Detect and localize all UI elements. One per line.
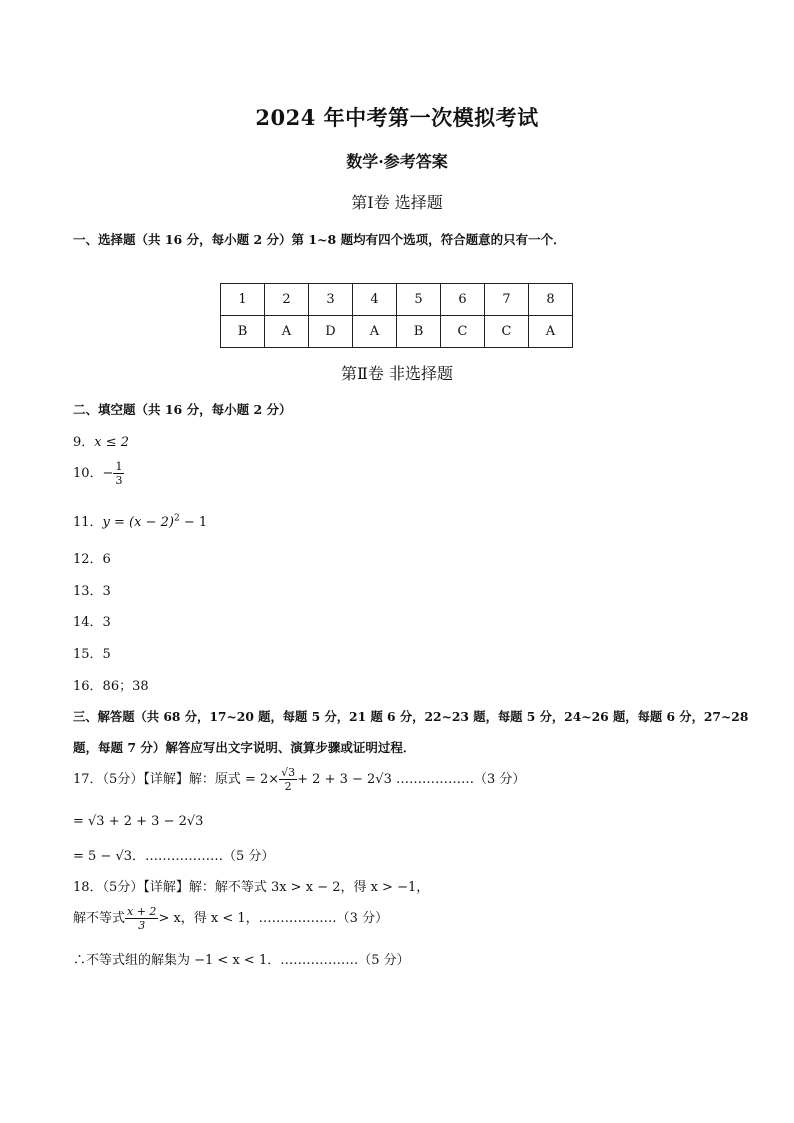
answer-q15: 15．5 [73,647,111,662]
answer-text: x ≤ 2 [94,435,130,450]
fraction-denominator: 3 [138,919,146,932]
q17-tail: + 2 + 3 − 2√3 ………………（3 分） [297,772,526,787]
table-cell: 1 [221,284,265,316]
question-number: 10． [73,466,103,481]
q17-line2: = √3 + 2 + 3 − 2√3 [73,814,204,829]
answer-q14: 14．3 [73,615,111,630]
table-cell: B [221,316,265,348]
minus-sign: − [102,466,114,481]
fraction-denominator: 2 [284,780,292,793]
answer-q10 [73,460,124,487]
answer-table [220,283,573,348]
exponent: 2 [173,513,180,524]
q18-line1: 18．（5分）【详解】解：解不等式 3x > x − 2，得 x > −1， [73,880,430,895]
answer-q13: 13．3 [73,584,111,599]
table-cell: 8 [529,284,573,316]
question-number: 9． [73,435,95,450]
part-two-heading: 第Ⅱ卷 非选择题 [341,364,453,383]
table-cell: C [441,316,485,348]
table-cell: 4 [353,284,397,316]
fraction-numerator: √3 [281,766,296,779]
q18-line2-prefix: 解不等式 [73,911,126,926]
fraction [279,766,297,793]
table-cell: C [485,316,529,348]
q18-line2 [73,905,388,932]
page-title: 2024 年中考第一次模拟考试 [255,105,539,130]
table-cell: 7 [485,284,529,316]
table-cell: A [529,316,573,348]
table-cell: 2 [265,284,309,316]
answer-q9 [73,431,129,450]
q18-line3: ∴不等式组的解集为 −1 < x < 1．………………（5 分） [73,953,410,968]
table-cell: 6 [441,284,485,316]
section-fill-heading: 二、填空题（共 16 分，每小题 2 分） [73,402,292,417]
q17-prefix: 17．（5分）【详解】解：原式 = 2× [73,772,280,787]
fraction-denominator: 3 [115,474,123,487]
section-choice-heading: 一、选择题（共 16 分，每小题 2 分）第 1~8 题均有四个选项，符合题意的只有一个． [73,232,566,247]
table-cell: 3 [309,284,353,316]
q17-line3: = 5 − √3．………………（5 分） [73,849,275,864]
table-cell: D [309,316,353,348]
table-cell: 5 [397,284,441,316]
table-cell: A [353,316,397,348]
page-subtitle: 数学·参考答案 [346,152,448,171]
table-cell: A [265,316,309,348]
question-number: 11． [73,515,103,530]
section-solve-heading-line1: 三、解答题（共 68 分，17~20 题，每题 5 分，21 题 6 分，22~23 题，每题 5 分，24~26 题，每题 6 分，27~28 [73,709,749,724]
answer-table-number-row [221,284,573,316]
table-cell: B [397,316,441,348]
answer-q16: 16．86；38 [73,679,149,694]
fraction-numerator: 1 [115,460,123,473]
fraction [125,905,158,932]
section-solve-heading-line2: 题，每题 7 分）解答应写出文字说明、演算步骤或证明过程． [73,740,416,755]
answer-q11 [73,511,207,530]
q18-line2-tail: > x，得 x < 1，………………（3 分） [158,911,389,926]
answer-table-answer-row [221,316,573,348]
q17-line1 [73,766,525,793]
answer-tail: − 1 [179,515,208,530]
fraction [113,460,124,487]
answer-q12: 12．6 [73,552,111,567]
part-one-heading: 第Ⅰ卷 选择题 [351,193,443,212]
answer-text: y = (x − 2) [102,515,174,530]
fraction-numerator: x + 2 [127,905,157,918]
